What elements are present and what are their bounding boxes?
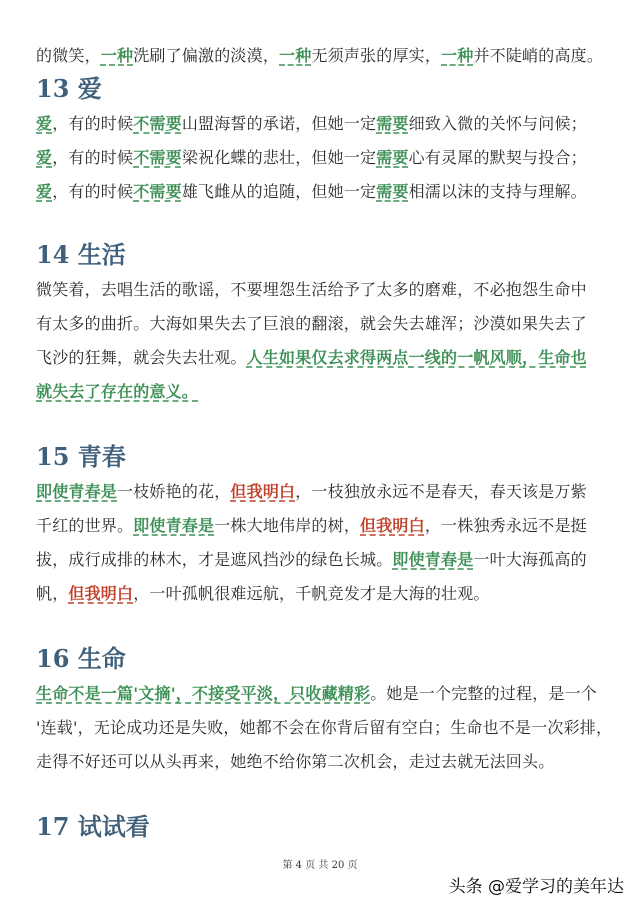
text: 拔，成行成排的林木，才是遮风挡沙的绿色长城。 bbox=[36, 550, 393, 569]
section-16-line: 走得不好还可以从头再来，她绝不给你第二次机会，走过去就无法回头。 bbox=[36, 752, 555, 771]
keyword: 即使青春是 bbox=[392, 550, 474, 569]
text: ，一枝独放永远不是春天，春天该是万紫 bbox=[295, 482, 587, 501]
section-14-line: 有太多的曲折。大海如果失去了巨浪的翻滚，就会失去雄浑；沙漠如果失去了 bbox=[36, 314, 587, 333]
highlight-phrase: 一种 bbox=[100, 46, 134, 65]
keyword: 需要 bbox=[376, 114, 409, 133]
keyword: 爱 bbox=[36, 182, 53, 201]
keyword: 爱 bbox=[36, 114, 53, 133]
keyword: 即使青春是 bbox=[133, 516, 215, 535]
text: 细致入微的关怀与问候； bbox=[408, 114, 587, 133]
text: ，一株独秀永远不是挺 bbox=[424, 516, 587, 535]
section-13-line bbox=[36, 146, 616, 170]
text: 飞沙的狂舞，就会失去壮观。 bbox=[36, 348, 247, 367]
text: 的微笑， bbox=[36, 46, 101, 65]
intro-line bbox=[36, 44, 616, 68]
section-14-line bbox=[36, 346, 616, 370]
keyword-red: 但我明白 bbox=[230, 482, 296, 501]
text: 心有灵犀的默契与投合； bbox=[408, 148, 587, 167]
page-footer: 第 4 页 共 20 页 bbox=[282, 860, 358, 871]
text: ，一叶孤帆很难远航，千帆竞发才是大海的壮观。 bbox=[133, 584, 490, 603]
keyword: 不需要 bbox=[133, 148, 182, 167]
keyword: 需要 bbox=[376, 148, 409, 167]
highlight-phrase: 一种 bbox=[279, 46, 312, 65]
text: 。她是一个完整的过程，是一个 bbox=[370, 684, 598, 703]
text: 相濡以沫的支持与理解。 bbox=[408, 182, 587, 201]
section-14-line: 微笑着，去唱生活的歌谣，不要埋怨生活给予了太多的磨难，不必抱怨生命中 bbox=[36, 280, 587, 299]
section-16-line bbox=[36, 682, 616, 706]
section-15-line bbox=[36, 582, 616, 606]
keyword: 爱 bbox=[36, 148, 53, 167]
section-13-line bbox=[36, 112, 616, 136]
section-15-heading: 15 青春 bbox=[36, 442, 126, 471]
text: 无须声张的厚实， bbox=[311, 46, 442, 65]
section-14-heading: 14 生活 bbox=[36, 240, 126, 269]
section-15-line bbox=[36, 548, 616, 572]
section-16-heading: 16 生命 bbox=[36, 644, 126, 673]
keyword: 需要 bbox=[376, 182, 409, 201]
keyword-red: 但我明白 bbox=[68, 584, 134, 603]
text: 帆， bbox=[36, 584, 69, 603]
section-16-line: '连载'，无论成功还是失败，她都不会在你背后留有空白；生命也不是一次彩排， bbox=[36, 718, 613, 737]
text: ，有的时候 bbox=[52, 148, 134, 167]
text: 千红的世界。 bbox=[36, 516, 134, 535]
text: 一叶大海孤高的 bbox=[473, 550, 587, 569]
highlight-phrase: 一种 bbox=[441, 46, 474, 65]
section-17-heading: 17 试试看 bbox=[36, 812, 150, 841]
section-14-line bbox=[36, 380, 616, 404]
text: ，有的时候 bbox=[52, 182, 134, 201]
section-13-line bbox=[36, 180, 616, 204]
section-13-heading: 13 爱 bbox=[36, 74, 102, 103]
highlight-sentence: 就失去了存在的意义。 bbox=[36, 382, 199, 401]
section-15-line bbox=[36, 480, 616, 504]
highlight-sentence: 人生如果仅去求得两点一线的一帆风顺，生命也 bbox=[246, 348, 587, 367]
text: 雄飞雌从的追随，但她一定 bbox=[181, 182, 377, 201]
text: 梁祝化蝶的悲壮，但她一定 bbox=[181, 148, 377, 167]
keyword: 即使青春是 bbox=[36, 482, 118, 501]
text: ，有的时候 bbox=[52, 114, 134, 133]
text: 并不陡峭的高度。 bbox=[473, 46, 604, 65]
keyword: 不需要 bbox=[133, 114, 182, 133]
text: 一枝娇艳的花， bbox=[117, 482, 231, 501]
section-15-line bbox=[36, 514, 616, 538]
text: 山盟海誓的承诺，但她一定 bbox=[181, 114, 377, 133]
text: 洗刷了偏激的淡漠， bbox=[133, 46, 280, 65]
text: 一株大地伟岸的树， bbox=[214, 516, 361, 535]
keyword-red: 但我明白 bbox=[360, 516, 425, 535]
highlight-sentence: 生命不是一篇'文摘'，不接受平淡，只收藏精彩 bbox=[36, 684, 371, 703]
keyword: 不需要 bbox=[133, 182, 182, 201]
source-watermark: 头条 @爱学习的美年达 bbox=[448, 877, 624, 897]
